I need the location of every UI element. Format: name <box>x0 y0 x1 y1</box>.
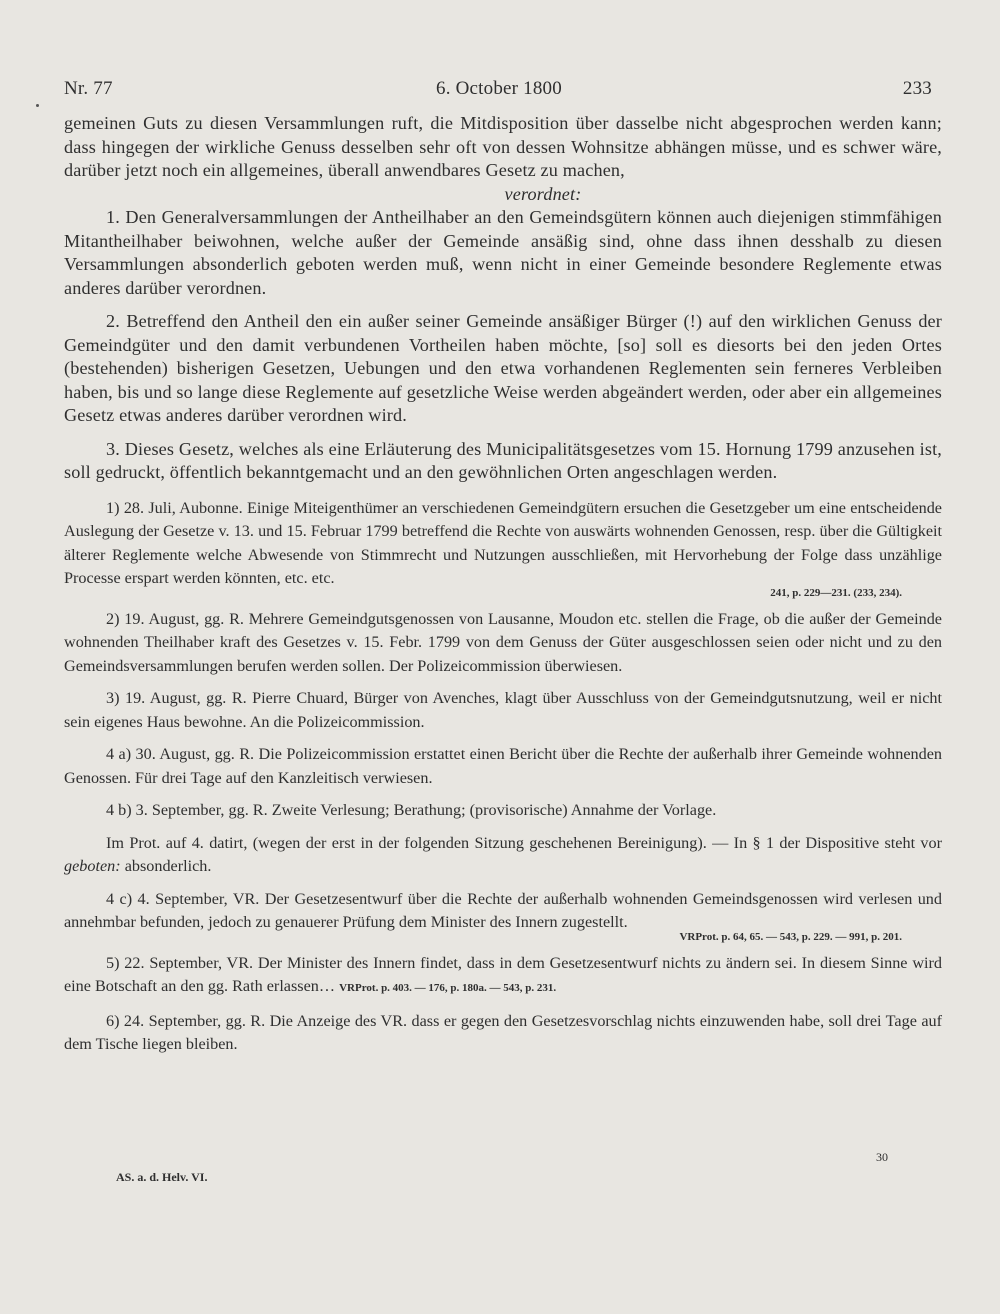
note-5-reference: VRProt. p. 403. — 176, p. 180a. — 543, p. 231. <box>339 982 557 994</box>
sheet-number: 30 <box>876 1150 888 1164</box>
note-4a: 4 a) 30. August, gg. R. Die Polizeicommission erstattet einen Bericht über die Rechte der außerhalb ihrer Gemeinde wohnenden Genossen. Für drei Tage auf den Kanzleitisch verwiesen. <box>64 745 942 787</box>
note-1-reference: 241, p. 229—231. (233, 234). <box>770 586 902 599</box>
note-1-text: 1) 28. Juli, Aubonne. Einige Miteigenthümer an verschiedenen Gemeindgütern ersuchen die Gesetzgeber um eine entscheidende Auslegung der Gesetze v. 13. und 15. Februar 1799 betreffend die Rechte von auswärts wohnenden Genossen, resp. über die Gültigkeit älterer Reglemente welche Abwesende von Stimmrecht und Nutzungen ausschließen, mit Hervorhebung der Folge dass unzählige Processe erspart werden könnten, etc. etc. <box>64 498 942 587</box>
note-4b-continuation <box>64 832 942 879</box>
intro-paragraph: gemeinen Guts zu diesen Versammlungen ruft, die Mitdisposition über dasselbe nicht abgesprochen werden kann; dass hingegen der wirkliche Genuss desselben sehr oft von dessen Wohnsitze abhängen müsse, und es schwer wäre, darüber jetzt noch ein allgemeines, überall anwendbares Gesetz zu machen, <box>64 113 942 180</box>
note-4c <box>64 888 942 943</box>
note-4b-cont-end: absonderlich. <box>120 857 212 875</box>
note-2: 2) 19. August, gg. R. Mehrere Gemeindgutsgenossen von Lausanne, Moudon etc. stellen die Frage, ob die außer der Gemeinde wohnenden Theilhaber kraft des Gesetzes v. 15. Febr. 1799 von dem Genuss der Güter ausgeschlossen seien oder nicht und zu den Gemeindsversammlungen berufen werden sollen. Der Polizeicommission überwiesen. <box>64 609 942 675</box>
document-number: Nr. 77 <box>64 78 113 99</box>
main-text <box>64 112 942 485</box>
note-5 <box>64 952 942 1001</box>
series-signature: AS. a. d. Helv. VI. <box>116 1170 208 1184</box>
note-4b-cont-start: Im Prot. auf 4. datirt, (wegen der erst in der folgenden Sitzung geschehenen Bereinigung). — In § 1 der Dispositive steht vor <box>106 833 942 852</box>
article-2: 2. Betreffend den Antheil den ein außer seiner Gemeinde ansäßiger Bürger (!) auf den wirklichen Genuss der Gemeindgüter und den damit verbundenen Vortheilen haben möchte, [so] soll es diesorts bei den jeden Ortes (bestehenden) bisherigen Gesetzen, Uebungen und den etwa vorhandenen Reglementen sein ferneres Verbleiben haben, bis und so lange diese Reglemente auf gesetzliche Weise werden abgeändert werden, oder aber ein allgemeines Gesetz etwas anderes darüber verordnen wird. <box>64 311 942 425</box>
note-5-text: 5) 22. September, VR. Der Minister des Innern findet, dass in dem Gesetzesentwurf nichts zu ändern sei. In diesem Sinne wird eine Botschaft an den gg. Rath erlassen… <box>64 953 942 995</box>
page-number: 233 <box>902 78 932 99</box>
verordnet-heading: verordnet: <box>504 183 582 204</box>
note-1 <box>64 497 942 599</box>
article-3: 3. Dieses Gesetz, welches als eine Erläuterung des Municipalitätsgesetzes vom 15. Hornung 1799 anzusehen ist, soll gedruckt, öffentlich bekanntgemacht und an den gewöhnlichen Orten angeschlagen werden. <box>64 438 942 482</box>
page-header <box>64 78 942 104</box>
note-4b-cont-emphasis: geboten: <box>64 857 121 875</box>
note-6: 6) 24. September, gg. R. Die Anzeige des VR. dass er gegen den Gesetzesvorschlag nichts einzuwenden habe, soll drei Tage auf dem Tische liegen bleiben. <box>64 1011 942 1053</box>
document-date: 6. October 1800 <box>436 78 562 99</box>
editorial-notes <box>64 497 942 1057</box>
note-4b: 4 b) 3. September, gg. R. Zweite Verlesung; Berathung; (provisorische) Annahme der Vorlage. <box>106 801 717 819</box>
article-1: 1. Den Generalversammlungen der Antheilhaber an den Gemeindsgütern können auch diejenigen stimmfähigen Mitantheilhaber beiwohnen, welche außer der Gemeinde ansäßig sind, ohne dass ihnen desshalb zu diesen Versammlungen absonderlich geboten werden muß, wenn nicht in einer Gemeinde besondere Reglemente etwas anderes darüber verordnen. <box>64 207 942 298</box>
note-3: 3) 19. August, gg. R. Pierre Chuard, Bürger von Avenches, klagt über Ausschluss von der Gemeindgutsnutzung, weil er nicht sein eigenes Haus bewohne. An die Polizeicommission. <box>64 689 942 731</box>
note-4c-text: 4 c) 4. September, VR. Der Gesetzesentwurf über die Rechte der außerhalb wohnenden Gemeindsgenossen wird verlesen und annehmbar befunden, jedoch zu genauerer Prüfung dem Minister des Innern zugestellt. <box>64 889 942 931</box>
page-footer <box>116 1150 888 1190</box>
note-4c-reference: VRProt. p. 64, 65. — 543, p. 229. — 991, p. 201. <box>679 930 902 943</box>
ink-speck <box>36 104 39 107</box>
